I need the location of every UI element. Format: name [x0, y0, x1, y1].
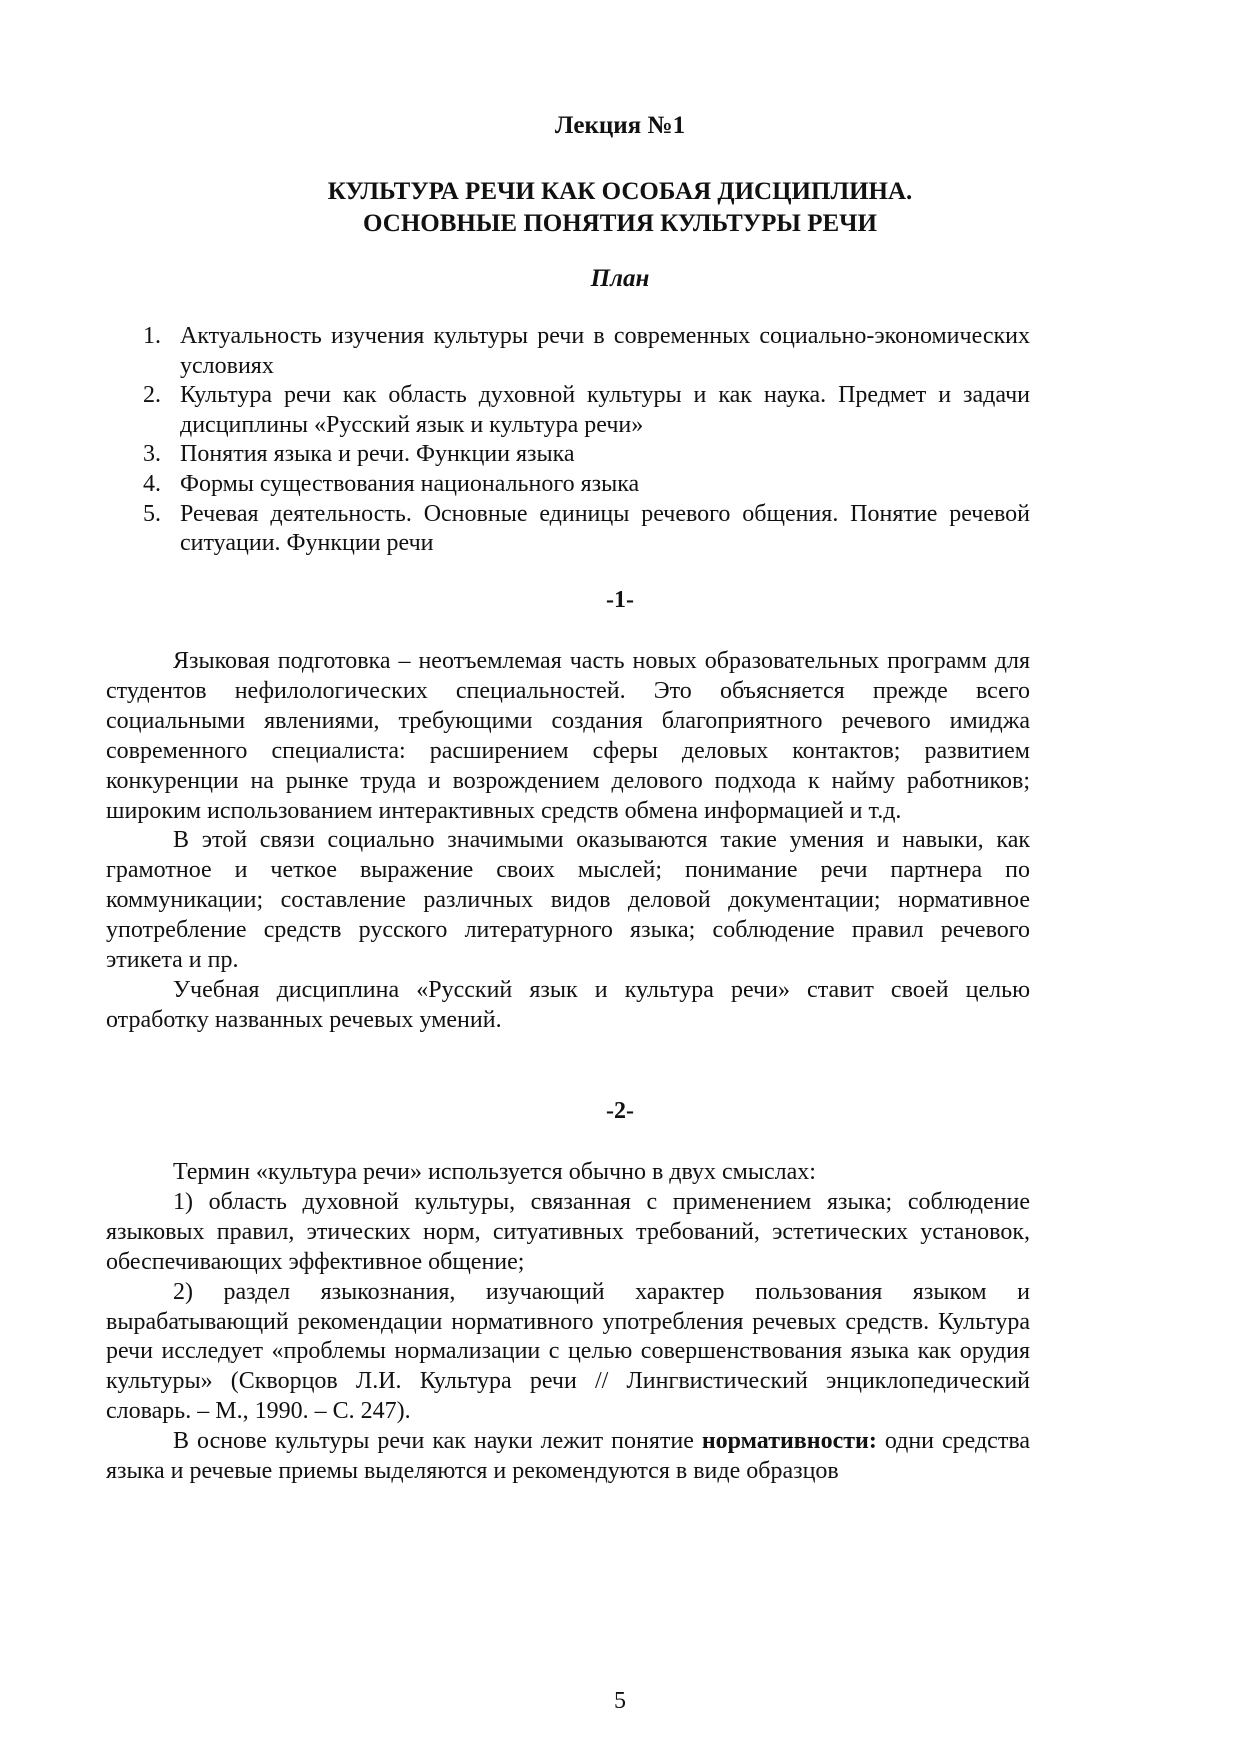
- plan-item: [143, 322, 1030, 381]
- plan-item-text: Актуальность изучения культуры речи в современных социально-экономических условиях: [180, 323, 1030, 379]
- section-1-body: [106, 647, 1030, 1036]
- plan-item: [143, 381, 1030, 440]
- paragraph: В этой связи социально значимыми оказываются такие умения и навыки, как грамотное и четкое выражение своих мыслей; понимание речи партнера по коммуникации; составление различных видов деловой документации; нормативное употребление средств русского литературного языка; соблюдение правил речевого этикета и пр.: [106, 827, 1030, 974]
- plan-item-text: Формы существования национального языка: [180, 470, 640, 497]
- heading-line-1: КУЛЬТУРА РЕЧИ КАК ОСОБАЯ ДИСЦИПЛИНА.: [327, 178, 913, 205]
- paragraph-text: В основе культуры речи как науки лежит понятие: [173, 1428, 702, 1455]
- heading-line-2: ОСНОВНЫЕ ПОНЯТИЯ КУЛЬТУРЫ РЕЧИ: [363, 210, 877, 237]
- page-number: 5: [614, 1688, 626, 1714]
- paragraph-normativity: [106, 1427, 1030, 1487]
- plan-list: [143, 322, 1030, 559]
- plan-item-text: Речевая деятельность. Основные единицы речевого общения. Понятие речевой ситуации. Функции речи: [180, 500, 1030, 557]
- paragraph: Языковая подготовка – неотъемлемая часть новых образовательных программ для студентов нефилологических специальностей. Это объясняется прежде всего социальными явлениями, требующими создания благоприятного речевого имиджа современного специалиста: расширением сферы деловых контактов; развитием конкуренции на рынке труда и возрождением делового подхода к найму работников; широким использованием интерактивных средств обмена информацией и т.д.: [106, 648, 1030, 824]
- plan-item-number: 4.: [143, 470, 161, 497]
- section-2-body: [106, 1158, 1030, 1487]
- paragraph: Термин «культура речи» используется обычно в двух смыслах:: [173, 1159, 816, 1185]
- paragraph-text: одни средства языка и речевые приемы выделяются и рекомендуются в виде образцов: [106, 1428, 1030, 1485]
- plan-item: [143, 440, 1030, 470]
- paragraph: 1) область духовной культуры, связанная с применением языка; соблюдение языковых правил, этических норм, ситуативных требований, эстетических установок, обеспечивающих эффективное общение;: [106, 1188, 1030, 1275]
- section-marker-2: -2-: [606, 1098, 634, 1124]
- lecture-title: Лекция №1: [554, 112, 686, 139]
- bold-term: нормативности:: [701, 1428, 877, 1455]
- plan-item-number: 5.: [143, 500, 161, 527]
- plan-item-text: Понятия языка и речи. Функции языка: [180, 441, 575, 468]
- plan-item-number: 1.: [143, 323, 161, 349]
- plan-item-text: Культура речи как область духовной культуры и как наука. Предмет и задачи дисциплины «Русский язык и культура речи»: [180, 382, 1030, 438]
- plan-label: План: [590, 265, 650, 292]
- plan-item-number: 3.: [143, 441, 161, 468]
- plan-item: [143, 500, 1030, 559]
- paragraph: 2) раздел языкознания, изучающий характер пользования языком и вырабатывающий рекомендации нормативного употребления речевых средств. Культура речи исследует «проблемы нормализации с целью совершенствования языка как орудия культуры» (Скворцов Л.И. Культура речи // Лингвистический энциклопедический словарь. – М., 1990. – С. 247).: [106, 1278, 1030, 1425]
- plan-item: [143, 470, 1030, 500]
- section-marker-1: -1-: [606, 587, 634, 613]
- plan-item-number: 2.: [143, 382, 161, 409]
- lecture-heading: [0, 176, 1240, 240]
- paragraph: Учебная дисциплина «Русский язык и культура речи» ставит своей целью отработку названных речевых умений.: [106, 976, 1030, 1033]
